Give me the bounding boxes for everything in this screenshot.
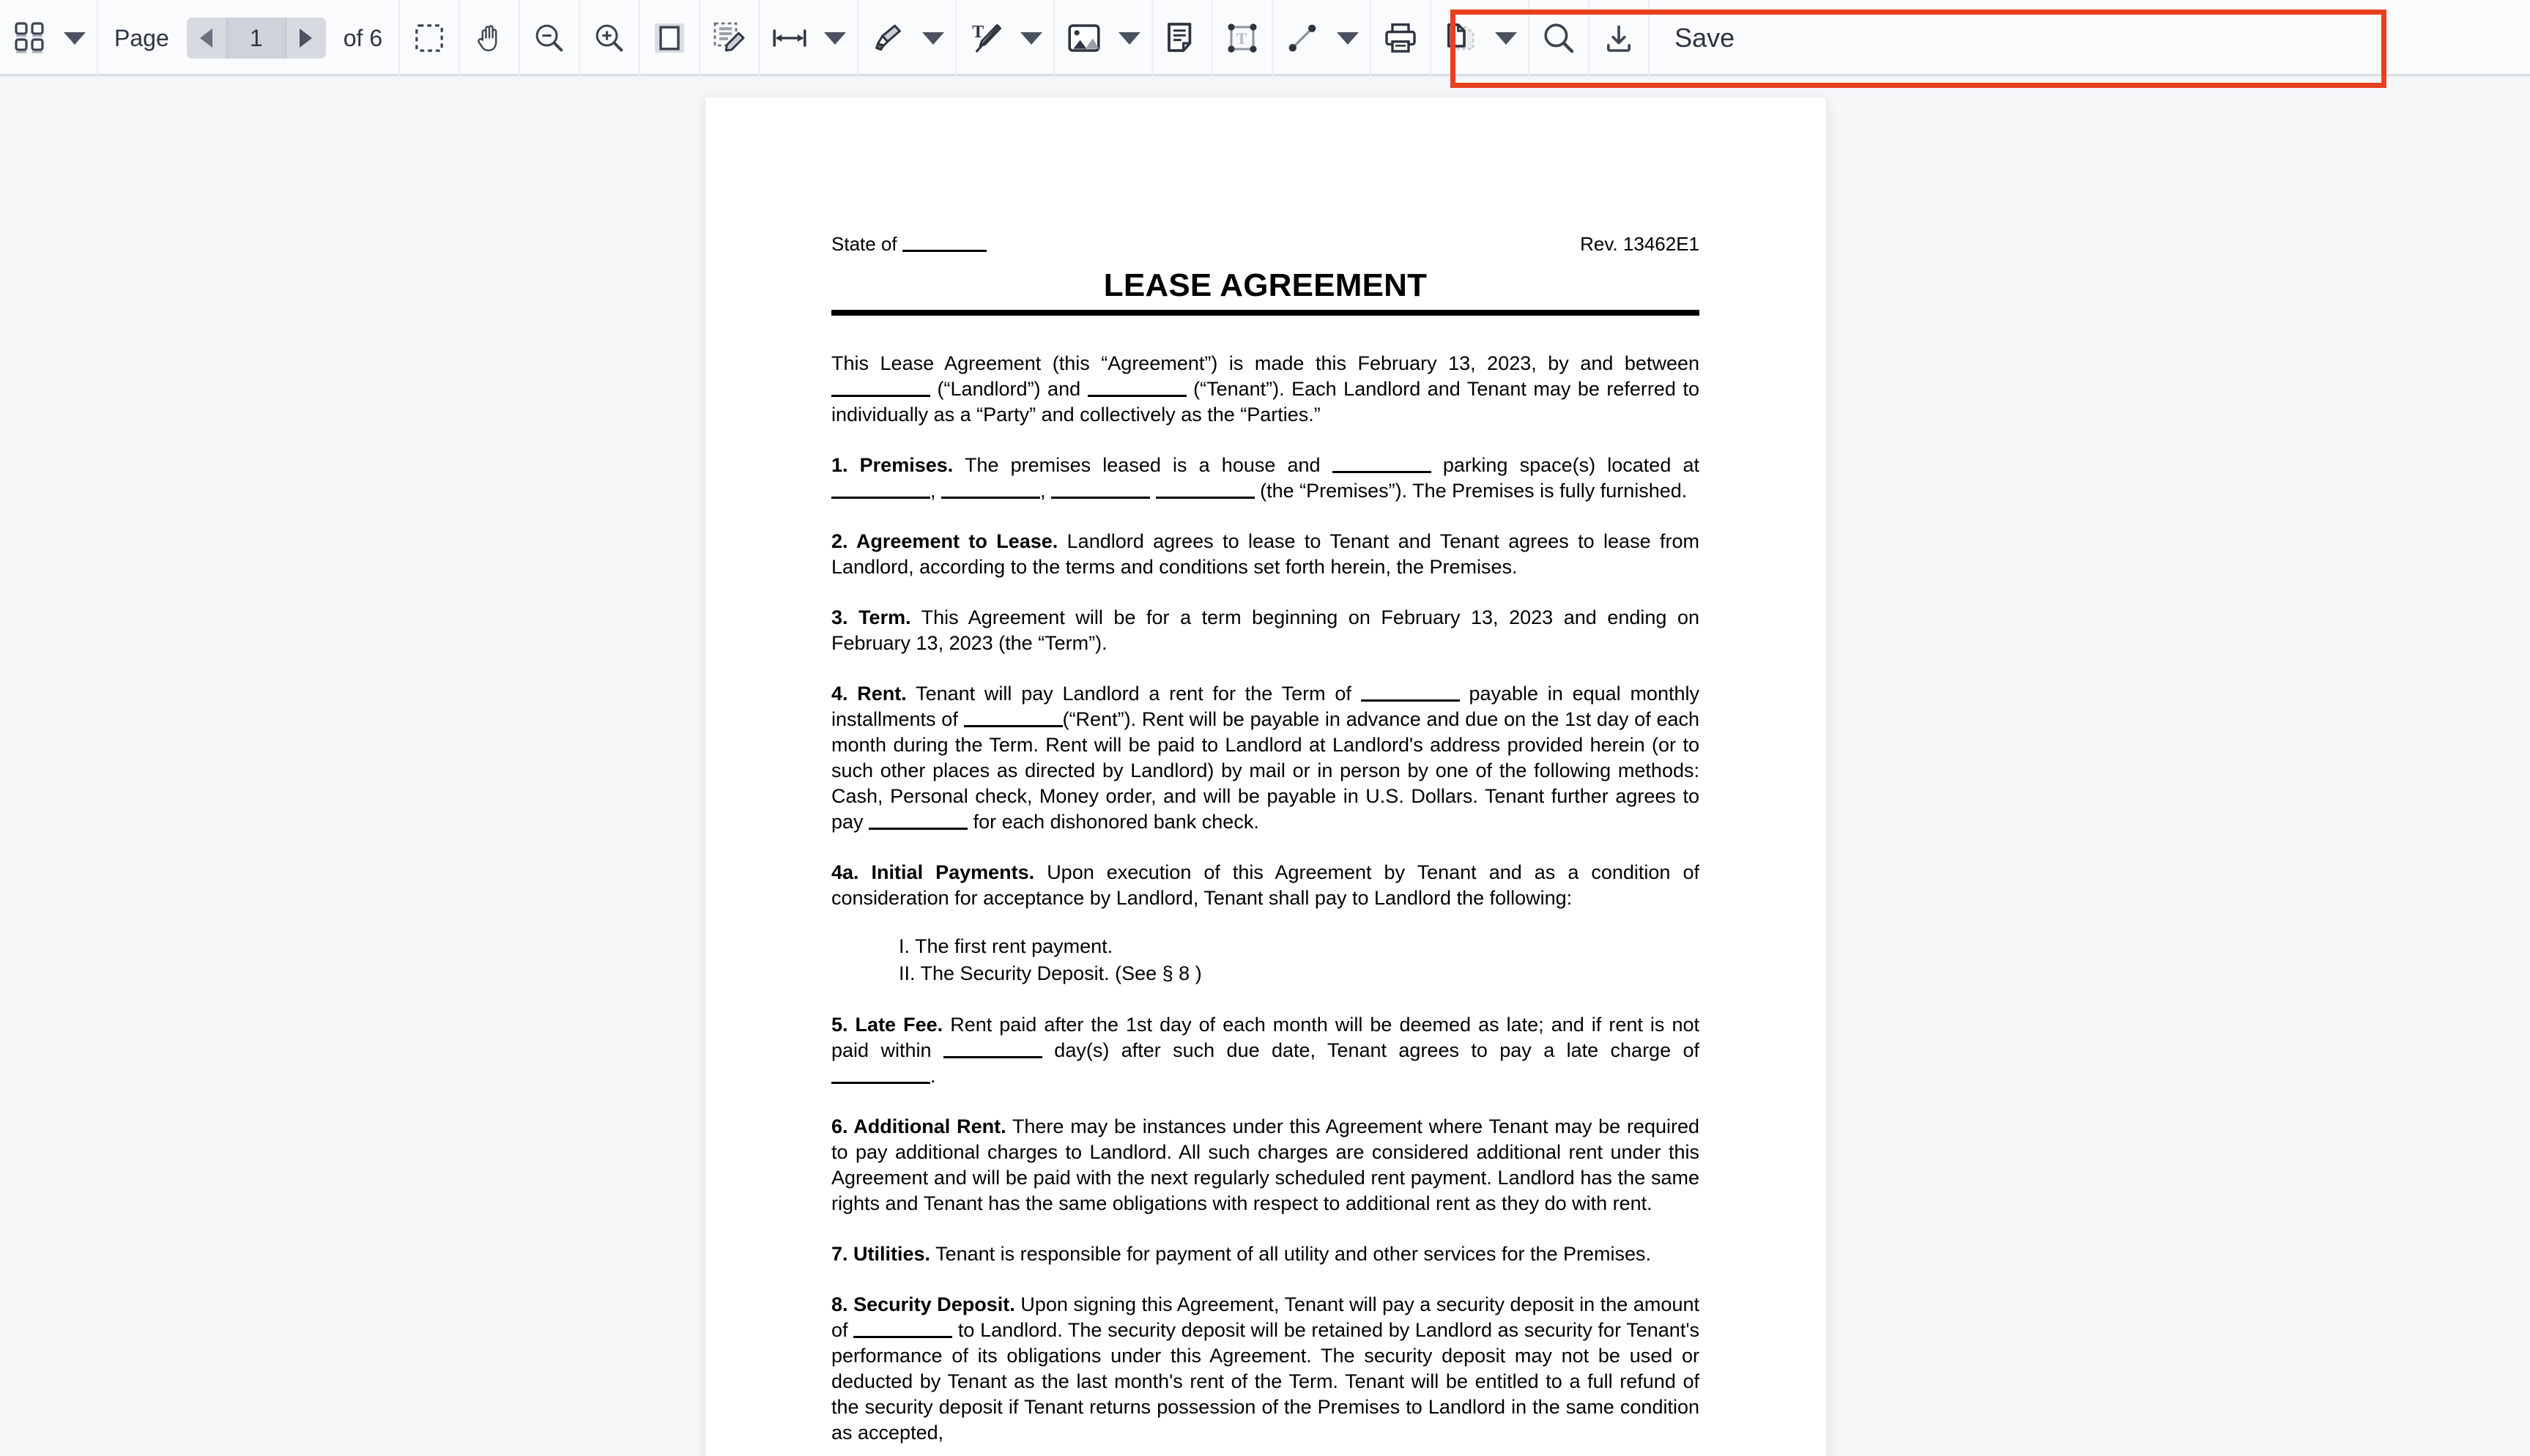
toolbar-group-line	[1273, 0, 1371, 76]
line-dropdown[interactable]	[1329, 0, 1367, 76]
text-edit-dropdown[interactable]	[1012, 0, 1050, 76]
chevron-down-icon	[1020, 32, 1042, 45]
triangle-right-icon	[300, 29, 312, 48]
section-4-rent: 4. Rent. Tenant will pay Landlord a rent for the Term of payable in equal monthly installments of (“Rent”). Rent will be payable in advance and due on the 1st day of each month during the Term. Rent will be paid to Landlord at Landlord's address provided herein (or to such other places as directed by Landlord) by mail or in person by one of the following methods: Cash, Personal check, Money order, and will be payable in U.S. Dollars. Tenant further agrees to pay for each dishonored bank check.	[831, 683, 1699, 833]
section-6-additional-rent: 6. Additional Rent. There may be instances under this Agreement where Tenant may be required to pay additional charges to Landlord. All such charges are considered additional rent under this Agreement and will be paid with the next regularly scheduled rent payment. Landlord has the same rights and Tenant has the same obligations with respect to additional rent as they do with rent.	[831, 1115, 1700, 1214]
marquee-select-icon	[414, 23, 445, 53]
toolbar-group-select	[400, 0, 460, 76]
blank-line	[941, 497, 1040, 499]
toolbar-group-image	[1055, 0, 1153, 76]
toolbar-group-textbox	[1213, 0, 1273, 76]
edit-annotation-icon	[712, 21, 747, 56]
toolbar	[0, 0, 2530, 76]
paragraph-intro: This Lease Agreement (this “Agreement”) is made this February 13, 2023, by and between (“Landlord”) and (“Tenant”). Each Landlord and Tenant may be referred to individually as a “Party” and collectively as the “Parties.”	[831, 352, 1699, 426]
prev-page-button[interactable]	[187, 18, 226, 59]
printer-icon	[1384, 22, 1417, 54]
download-button[interactable]	[1592, 0, 1645, 76]
search-icon	[1541, 21, 1576, 56]
section-8-security-deposit: 8. Security Deposit. Upon signing this Agreement, Tenant will pay a security deposit in the amount of to Landlord. The security deposit will be retained by Landlord as security for Tenant's performance of its obligations under this Agreement. The security deposit may not be used or deducted by Tenant as the last month's rent of the Term. Tenant will be entitled to a full refund of the security deposit if Tenant returns possession of the Premises to Landlord in the same condition as accepted,	[831, 1293, 1699, 1444]
section-5-late-fee: 5. Late Fee. Rent paid after the 1st day of each month will be deemed as late; and if rent is not paid within day(s) after such due date, Tenant agrees to pay a late charge of .	[831, 1014, 1700, 1087]
page-number-input[interactable]: 1	[226, 18, 286, 59]
edit-text-icon	[968, 21, 1004, 56]
line-shape-icon	[1286, 22, 1318, 54]
chevron-down-icon	[922, 32, 944, 45]
zoom-in-button[interactable]	[583, 0, 636, 76]
highlighter-button[interactable]	[861, 0, 914, 76]
section-3-term: 3. Term. This Agreement will be for a term beginning on February 13, 2023 and ending on February 13, 2023 (the “Term”).	[831, 606, 1699, 654]
toolbar-group-note	[1153, 0, 1213, 76]
page-total-label: of 6	[343, 24, 383, 51]
blank-line	[1088, 395, 1187, 397]
search-button[interactable]	[1532, 0, 1585, 76]
pan-button[interactable]	[463, 0, 516, 76]
thumbnails-dropdown[interactable]	[56, 0, 94, 76]
section-4a-initial-payments: 4a. Initial Payments. Upon execution of this Agreement by Tenant and as a condition of consideration for acceptance by Landlord, Tenant shall pay to Landlord the following:	[831, 861, 1699, 909]
zoom-out-button[interactable]	[523, 0, 576, 76]
annotate-button[interactable]	[703, 0, 756, 76]
chevron-down-icon	[1495, 32, 1517, 45]
download-icon	[1602, 21, 1636, 55]
grid-thumbnails-icon	[13, 21, 45, 56]
measure-dropdown[interactable]	[816, 0, 854, 76]
section-2-agreement-to-lease: 2. Agreement to Lease. Landlord agrees to lease to Tenant and Tenant agrees to lease from Landlord, according to the terms and conditions set forth herein, the Premises.	[831, 530, 1699, 578]
chevron-down-icon	[1119, 32, 1140, 45]
marquee-select-button[interactable]	[403, 0, 456, 76]
toolbar-group-highlight	[858, 0, 957, 76]
pdf-page-1	[705, 97, 1826, 1456]
insert-image-button[interactable]	[1058, 0, 1110, 76]
highlight-dropdown[interactable]	[914, 0, 952, 76]
sticky-note-icon	[1166, 21, 1198, 55]
document-content	[831, 233, 1699, 1446]
next-page-button[interactable]	[286, 18, 326, 59]
measure-button[interactable]	[763, 0, 816, 76]
chevron-down-icon	[824, 32, 846, 45]
revision-label: Rev. 13462E1	[1580, 233, 1699, 255]
blank-line	[869, 828, 968, 830]
section-4a-list	[831, 933, 1699, 987]
document-header	[831, 233, 1699, 256]
list-item: I. The first rent payment.	[899, 935, 1113, 957]
page-title: LEASE AGREEMENT	[1103, 267, 1428, 303]
toolbar-group-measure	[760, 0, 858, 76]
blank-line	[1332, 471, 1431, 473]
image-dropdown[interactable]	[1110, 0, 1149, 76]
zoom-out-icon	[533, 21, 566, 55]
triangle-left-icon	[200, 29, 212, 48]
blank-line	[943, 1056, 1042, 1058]
title-rule	[831, 310, 1699, 316]
toolbar-group-save	[1650, 0, 1759, 76]
svg-text:T: T	[972, 23, 984, 42]
section-7-utilities: 7. Utilities. Tenant is responsible for payment of all utility and other services for the Premises.	[831, 1243, 1652, 1265]
blank-line	[831, 1082, 930, 1084]
zoom-in-icon	[593, 21, 626, 55]
document-viewer[interactable]	[0, 76, 2530, 1456]
toolbar-group-zoom-in	[580, 0, 640, 76]
chevron-down-icon	[1337, 32, 1359, 45]
toolbar-group-search	[1529, 0, 1589, 76]
edit-text-button[interactable]	[960, 0, 1012, 76]
toolbar-group-print	[1371, 0, 1431, 76]
chevron-down-icon	[64, 32, 86, 45]
toolbar-group-download	[1589, 0, 1650, 76]
stamp-copy-icon	[1444, 21, 1477, 55]
page-stepper	[187, 18, 326, 59]
blank-line	[853, 1336, 952, 1338]
highlighter-icon	[870, 21, 905, 56]
text-box-button[interactable]	[1216, 0, 1269, 76]
blank-line	[831, 395, 930, 397]
toolbar-group-stamp	[1431, 0, 1529, 76]
page-label: Page	[114, 24, 169, 51]
toolbar-group-thumbnails	[0, 0, 98, 76]
stamp-dropdown[interactable]	[1487, 0, 1525, 76]
toolbar-group-annotate	[700, 0, 760, 76]
svg-text:T: T	[1236, 29, 1247, 48]
text-box-icon	[1225, 21, 1259, 55]
sticky-note-button[interactable]	[1156, 0, 1209, 76]
section-1-premises: 1. Premises. The premises leased is a house and parking space(s) located at , , (the “Premises”). The Premises is fully furnished.	[831, 454, 1699, 502]
blank-line	[902, 250, 987, 252]
stamp-copy-button[interactable]	[1434, 0, 1487, 76]
toolbar-group-pan	[460, 0, 520, 76]
blank-line	[1361, 699, 1460, 702]
toolbar-group-text-edit	[957, 0, 1055, 76]
page-layout-icon	[653, 21, 686, 56]
save-button[interactable]: Save	[1674, 23, 1735, 53]
line-shape-button[interactable]	[1276, 0, 1329, 76]
print-button[interactable]	[1374, 0, 1427, 76]
thumbnails-button[interactable]	[3, 0, 56, 76]
blank-line	[1156, 497, 1255, 499]
list-item: II. The Security Deposit. (See § 8 )	[899, 962, 1202, 984]
state-of-field: State of	[831, 233, 987, 256]
blank-line	[831, 497, 930, 499]
page-layout-button[interactable]	[643, 0, 696, 76]
toolbar-group-pagination	[98, 0, 400, 76]
blank-line	[964, 725, 1063, 727]
toolbar-group-layout	[640, 0, 700, 76]
hand-pan-icon	[472, 21, 506, 55]
blank-line	[1051, 497, 1150, 499]
measure-distance-icon	[771, 23, 808, 53]
toolbar-group-zoom-out	[520, 0, 580, 76]
insert-image-icon	[1067, 23, 1101, 53]
